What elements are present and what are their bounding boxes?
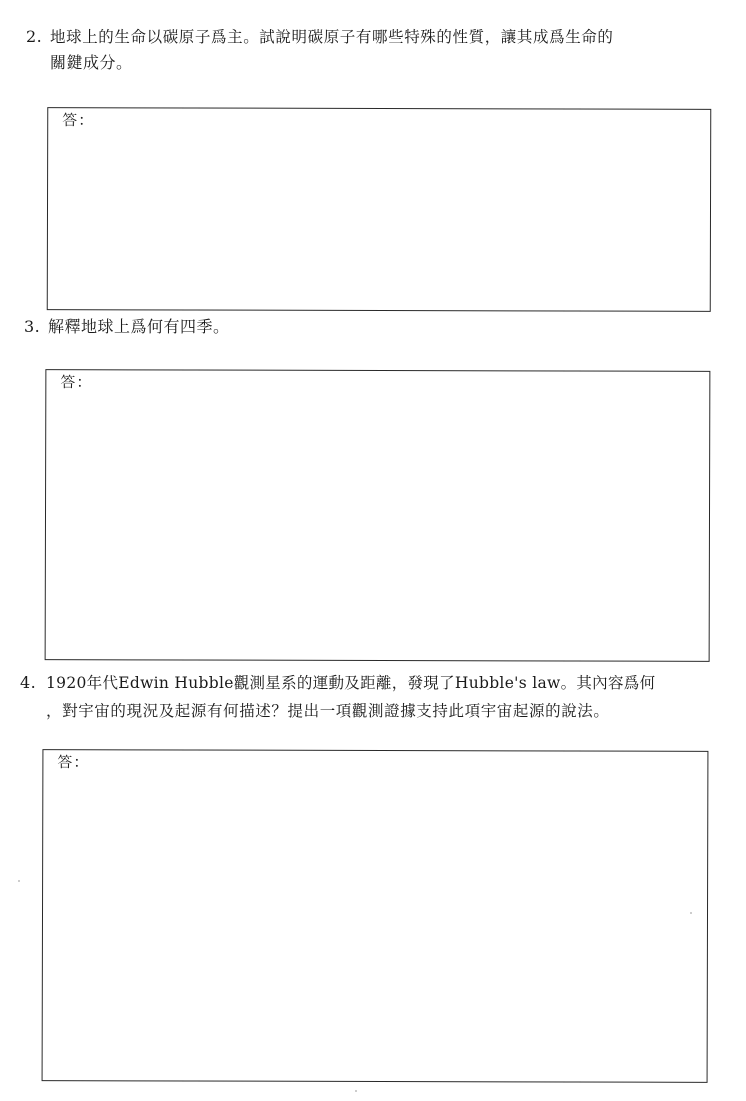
scan-speck	[18, 880, 20, 882]
answer-label: 答：	[62, 111, 95, 130]
answer-box-4[interactable]	[42, 749, 709, 1083]
question-number: 2.	[26, 27, 43, 46]
question-2	[26, 24, 726, 76]
question-text-line-2: ，對宇宙的現況及起源有何描述？提出一項觀測證據支持此項宇宙起源的說法。	[46, 702, 610, 720]
scan-speck	[355, 1090, 357, 1092]
answer-label: 答：	[57, 753, 90, 772]
question-number: 3.	[24, 317, 41, 336]
answer-label: 答：	[60, 373, 93, 392]
answer-box-2[interactable]	[47, 107, 712, 312]
question-text-line-1: 地球上的生命以碳原子爲主。試說明碳原子有哪些特殊的性質，讓其成爲生命的	[50, 28, 614, 46]
question-text-line-1: 解釋地球上爲何有四季。	[48, 317, 230, 336]
question-number: 4.	[20, 673, 37, 692]
question-4	[20, 670, 730, 722]
scan-speck	[690, 912, 692, 914]
answer-box-3[interactable]	[45, 369, 711, 662]
question-3	[24, 314, 724, 340]
question-text-line-1: 1920年代Edwin Hubble觀測星系的運動及距離，發現了Hubble's law。其內容爲何	[46, 674, 656, 692]
question-text-line-2: 關鍵成分。	[50, 53, 133, 72]
